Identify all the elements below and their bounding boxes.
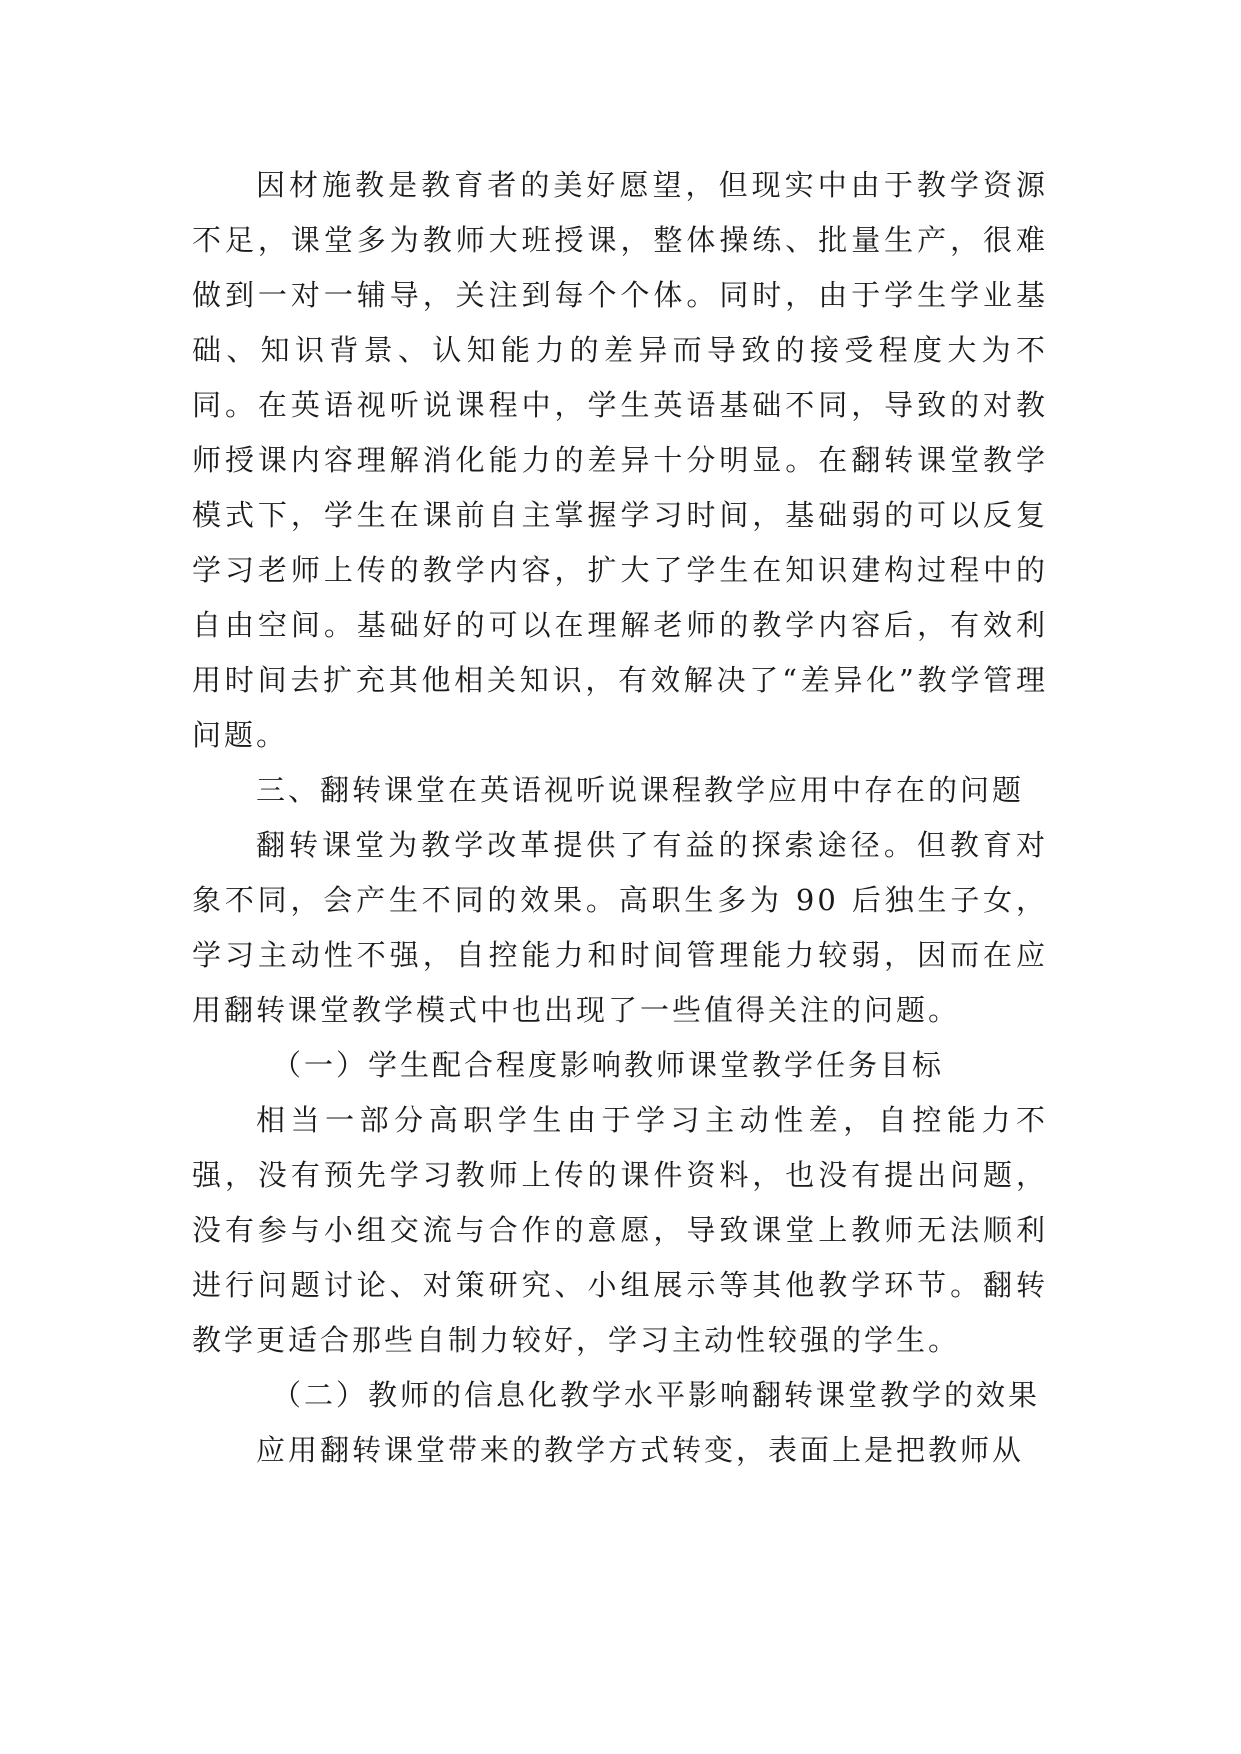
subheading-student-cooperation: （一）学生配合程度影响教师课堂教学任务目标 — [272, 1048, 945, 1082]
document-body — [192, 158, 1048, 1478]
section-heading-problems: 三、翻转课堂在英语视听说课程教学应用中存在的问题 — [256, 773, 1025, 807]
paragraph-teaching-shift: 应用翻转课堂带来的教学方式转变，表面上是把教师从 — [256, 1433, 1025, 1467]
subheading-teacher-it-level: （二）教师的信息化教学水平影响翻转课堂教学的效果 — [272, 1378, 1041, 1412]
paragraph-differentiated-teaching: 因材施教是教育者的美好愿望，但现实中由于教学资源不足，课堂多为教师大班授课，整体操练、批量生产，很难做到一对一辅导，关注到每个个体。同时，由于学生学业基础、知识背景、认知能力的差异而导致的接受程度大为不同。在英语视听说课程中，学生英语基础不同，导致的对教师授课内容理解消化能力的差异十分明显。在翻转课堂教学模式下，学生在课前自主掌握学习时间，基础弱的可以反复学习老师上传的教学内容，扩大了学生在知识建构过程中的自由空间。基础好的可以在理解老师的教学内容后，有效利用时间去扩充其他相关知识，有效解决了“差异化”教学管理问题。 — [192, 168, 1048, 752]
paragraph-student-initiative: 相当一部分高职学生由于学习主动性差，自控能力不强，没有预先学习教师上传的课件资料，也没有提出问题，没有参与小组交流与合作的意愿，导致课堂上教师无法顺利进行问题讨论、对策研究、小组展示等其他教学环节。翻转教学更适合那些自制力较好，学习主动性较强的学生。 — [192, 1103, 1048, 1357]
paragraph-flipped-classroom-intro: 翻转课堂为教学改革提供了有益的探索途径。但教育对象不同，会产生不同的效果。高职生多为 90 后独生子女，学习主动性不强，自控能力和时间管理能力较弱，因而在应用翻转课堂教学模式中也出现了一些值得关注的问题。 — [192, 828, 1048, 1027]
